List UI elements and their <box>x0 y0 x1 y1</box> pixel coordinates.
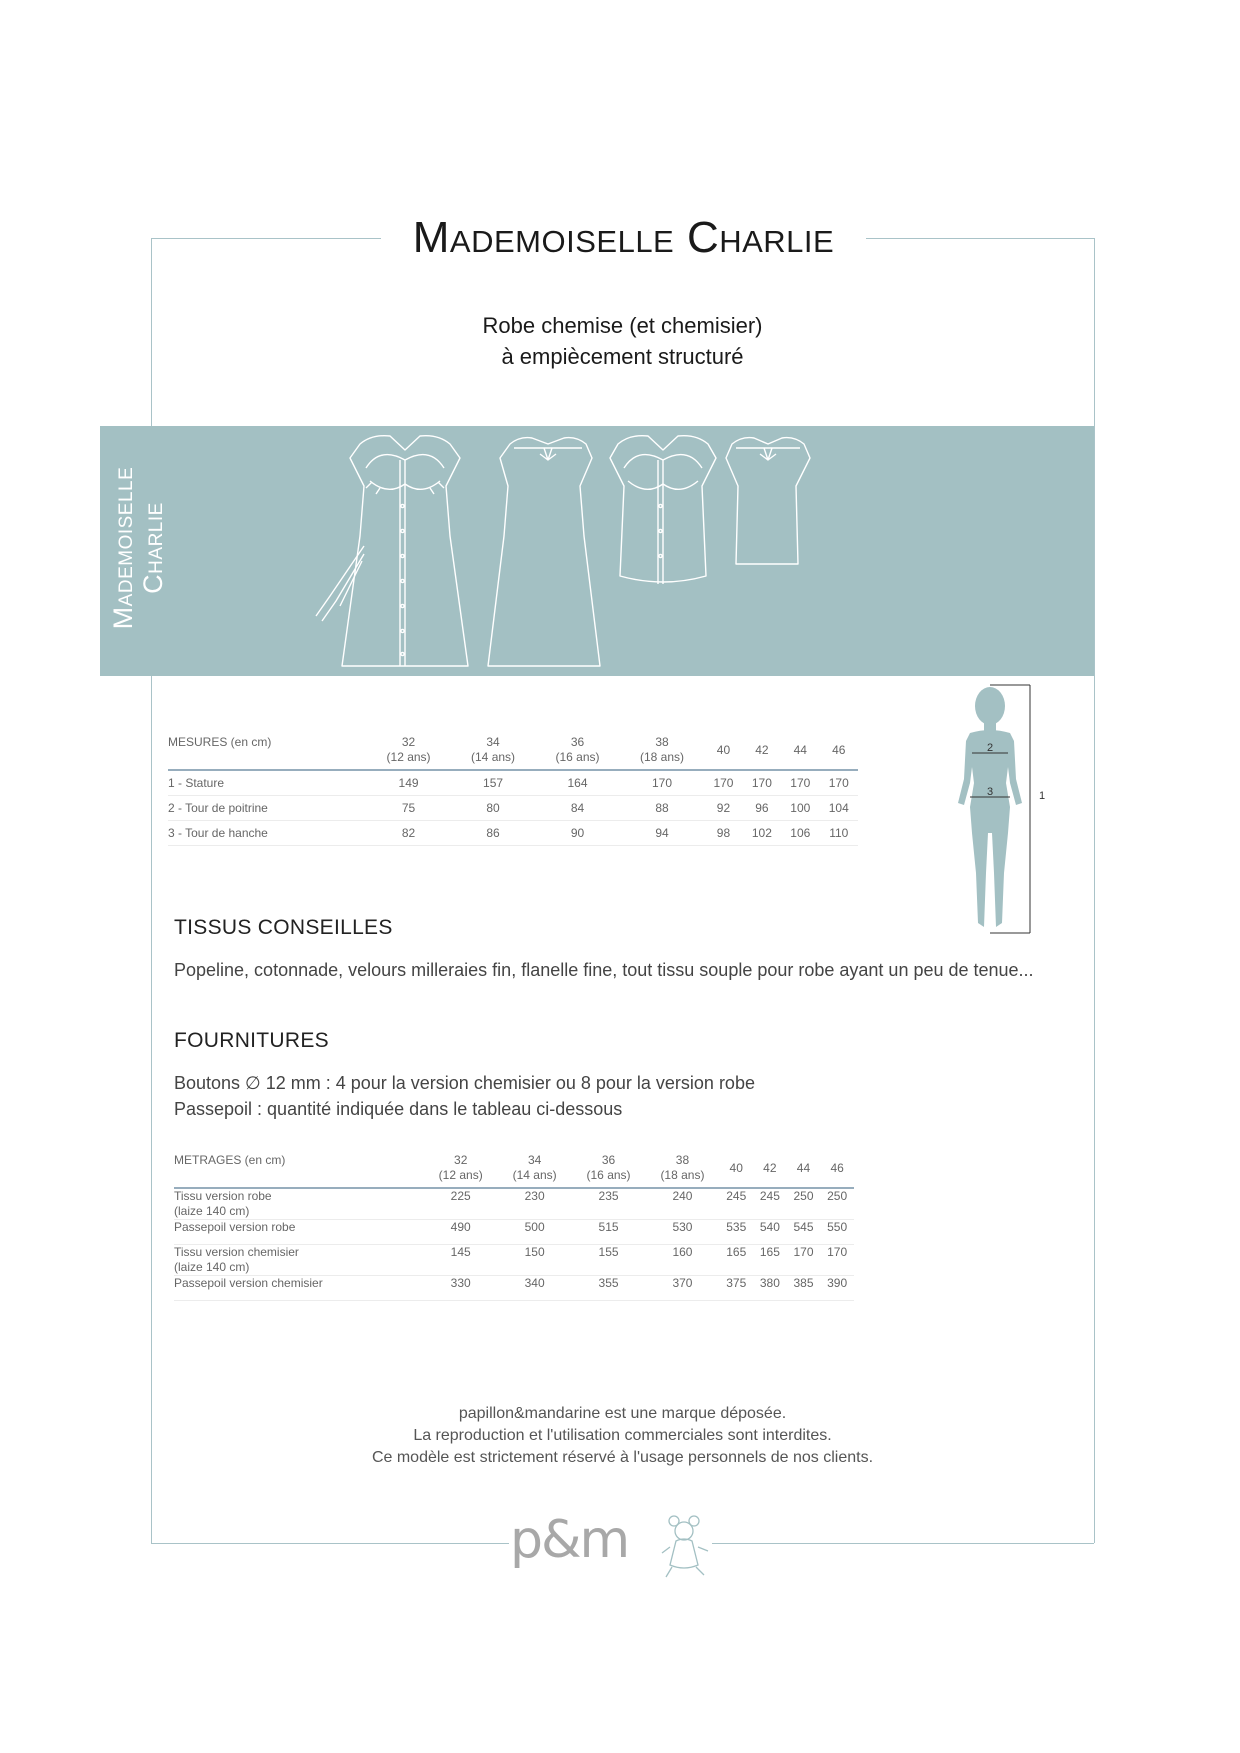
metrages-table <box>174 1153 854 1301</box>
brand-logo <box>510 1505 712 1585</box>
subtitle-line: Robe chemise (et chemisier) <box>482 313 763 338</box>
size-column-header: 38 (18 ans) <box>639 735 685 764</box>
size-column-header: 32 (12 ans) <box>386 735 431 764</box>
section-heading-fournitures: FOURNITURES <box>174 1029 329 1052</box>
figure-label-1: 1 <box>1038 790 1046 802</box>
frame-line <box>712 1543 1094 1544</box>
measures-table <box>168 735 858 846</box>
frame-line <box>866 238 1094 239</box>
size-column-header: 34 (14 ans) <box>512 1153 557 1182</box>
table-row: Tissu version robe (laize 140 cm) 225 230 235 240 245 245 250 250 <box>174 1188 854 1220</box>
table-row: 3 - Tour de hanche 82 86 90 94 98 102 106 110 <box>168 821 858 846</box>
table-header-label: MESURES (en cm) <box>168 735 272 749</box>
logo-text: p&m <box>510 1510 629 1570</box>
footer-line: Ce modèle est strictement réservé à l'usage personnels de nos clients. <box>371 1449 874 1466</box>
table-row: 1 - Stature 149 157 164 170 170 170 170 170 <box>168 770 858 796</box>
fournitures-passepoil-line: Passepoil : quantité indiquée dans le tableau ci-dessous <box>174 1099 623 1119</box>
figure-label-3: 3 <box>986 786 994 798</box>
fournitures-buttons-line: Boutons ∅ 12 mm : 4 pour la version chemisier ou 8 pour la version robe <box>174 1073 755 1093</box>
garment-drawings <box>300 426 900 676</box>
table-row: Passepoil version robe 490 500 515 530 535 540 545 550 <box>174 1220 854 1245</box>
size-column-header: 44 <box>796 1160 811 1175</box>
size-column-header: 46 <box>832 742 846 757</box>
doll-icon <box>660 1511 712 1581</box>
footer-line: La reproduction et l'utilisation commerciales sont interdites. <box>413 1427 832 1444</box>
size-column-header: 46 <box>830 1160 844 1175</box>
tissus-text: Popeline, cotonnade, velours milleraies fin, flanelle fine, tout tissu souple pour robe ayant un peu de tenue... <box>174 960 1034 980</box>
size-column-header: 36 (16 ans) <box>555 735 600 764</box>
table-row: Passepoil version chemisier 330 340 355 370 375 380 385 390 <box>174 1276 854 1301</box>
table-row: 2 - Tour de poitrine 75 80 84 88 92 96 100 104 <box>168 796 858 821</box>
blouse-back-drawing <box>726 438 810 564</box>
dress-back-drawing <box>488 438 600 666</box>
table-row: Tissu version chemisier (laize 140 cm) 145 150 155 160 165 165 170 170 <box>174 1245 854 1276</box>
table-header-label: METRAGES (en cm) <box>174 1153 286 1167</box>
frame-line <box>151 238 381 239</box>
size-column-header: 44 <box>793 742 807 757</box>
page-title: Mademoiselle Charlie <box>412 213 835 262</box>
size-column-header: 40 <box>729 1160 743 1175</box>
section-heading-tissus: TISSUS CONSEILLES <box>174 916 393 939</box>
figure-label-2: 2 <box>986 742 994 754</box>
band-vertical-title: Mademoiselle Charlie <box>108 466 168 630</box>
dress-front-drawing <box>316 436 468 666</box>
size-column-header: 42 <box>763 1160 777 1175</box>
subtitle-line: à empiècement structuré <box>501 344 744 369</box>
size-column-header: 34 (14 ans) <box>471 735 516 764</box>
footer-line: papillon&mandarine est une marque déposée. <box>458 1405 787 1422</box>
blouse-front-drawing <box>610 436 716 584</box>
size-column-header: 38 (18 ans) <box>660 1153 705 1182</box>
size-column-header: 40 <box>716 742 731 757</box>
size-column-header: 36 (16 ans) <box>586 1153 631 1182</box>
body-measurement-figure <box>950 683 1070 938</box>
size-column-header: 32 (12 ans) <box>438 1153 483 1182</box>
size-column-header: 42 <box>755 742 769 757</box>
frame-line <box>151 1543 509 1544</box>
